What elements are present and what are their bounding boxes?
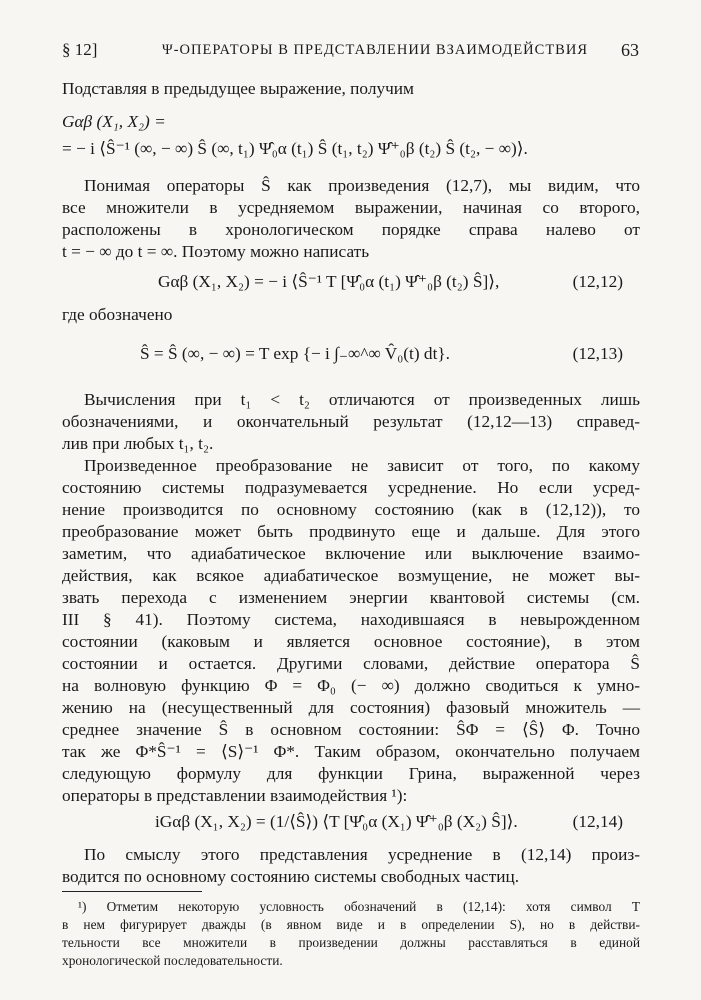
- text-line: где обозначено: [62, 305, 173, 324]
- text-line: операторы в представлении взаимодействия ¹):: [62, 786, 408, 805]
- footnote-line: в нем фигурирует дважды (в явном виде и в определении S), но в действи-: [62, 917, 640, 932]
- header-title: Ψ-ОПЕРАТОРЫ В ПРЕДСТАВЛЕНИИ ВЗАИМОДЕЙСТВИЯ: [162, 42, 588, 58]
- equation-number: (12,14): [572, 812, 623, 831]
- footnote-line: ¹) Отметим некоторую условность обозначений в (12,14): хотя символ T: [78, 899, 640, 914]
- equation-body: Gαβ (X₁, X₂) = − i ⟨Ŝ⁻¹ T [Ψ̂₀α (t₁) Ψ̂⁺₀β (t₂) Ŝ]⟩,: [158, 272, 500, 291]
- text-line: преобразование может быть продвинуто еще и дальше. Для этого: [62, 522, 640, 541]
- text-line: Произведенное преобразование не зависит от того, по какому: [84, 456, 640, 475]
- text-line: нение производится по основному состоянию (как в (12,12)), то: [62, 500, 640, 519]
- footnote-line: хронологической последовательности.: [62, 953, 283, 968]
- text-line: все множители в усредняемом выражении, начиная со второго,: [62, 198, 640, 217]
- text-line: на волновую функцию Φ = Φ₀ (− ∞) должно сводиться к умно-: [62, 676, 640, 695]
- equation-12-14: [0, 808, 701, 838]
- equation-lhs: Gαβ (X₁, X₂) =: [62, 112, 166, 131]
- equation-12-12: [0, 268, 701, 298]
- text-line: звать перехода с изменением энергии квантовой системы (см.: [62, 588, 640, 607]
- text-line: заметим, что адиабатическое включение или выключение взаимо-: [62, 544, 640, 563]
- footnote-line: тельности все множители в произведении должны расставляться в единой: [62, 935, 640, 950]
- text-line: состоянии и остается. Другими словами, действие оператора Ŝ: [62, 654, 640, 673]
- header-section: § 12]: [62, 40, 98, 59]
- footnote-rule: [62, 891, 202, 892]
- equation-number: (12,13): [572, 344, 623, 363]
- equation-rhs: = − i ⟨Ŝ⁻¹ (∞, − ∞) Ŝ (∞, t₁) Ψ̂₀α (t₁) Ŝ (t₁, t₂) Ψ̂⁺₀β (t₂) Ŝ (t₂, − ∞)⟩.: [62, 139, 528, 158]
- text-line: состоянию системы подразумевается усреднение. Но если усред-: [62, 478, 640, 497]
- text-line: действия, как всякое адиабатическое возмущение, не может вы-: [62, 566, 640, 585]
- text-line: Подставляя в предыдущее выражение, получим: [62, 79, 414, 98]
- text-line: так же Φ*Ŝ⁻¹ = ⟨S⟩⁻¹ Φ*. Таким образом, окончательно получаем: [62, 742, 640, 761]
- text-line: лив при любых t₁, t₂.: [62, 434, 214, 453]
- page-number: 63: [621, 40, 639, 60]
- text-line: Понимая операторы Ŝ как произведения (12,7), мы видим, что: [84, 176, 640, 195]
- text-line: По смыслу этого представления усреднение в (12,14) произ-: [84, 845, 640, 864]
- running-header: [62, 40, 639, 66]
- text-line: расположены в хронологическом порядке справа налево от: [62, 220, 640, 239]
- text-line: среднее значение Ŝ в основном состоянии: ŜΦ = ⟨Ŝ⟩ Φ. Точно: [62, 720, 640, 739]
- text-line: обозначениями, и окончательный результат (12,12—13) справед-: [62, 412, 640, 431]
- text-line: III § 41). Поэтому система, находившаяся в невырожденном: [62, 610, 640, 629]
- text-line: состоянии (каковым и является основное состояние), в этом: [62, 632, 640, 651]
- text-line: t = − ∞ до t = ∞. Поэтому можно написать: [62, 242, 370, 261]
- equation-12-13: [0, 340, 701, 370]
- equation-body: iGαβ (X₁, X₂) = (1/⟨Ŝ⟩) ⟨T [Ψ̂₀α (X₁) Ψ̂⁺₀β (X₂) Ŝ]⟩.: [155, 812, 518, 831]
- text-line: следующую формулу для функции Грина, выраженной через: [62, 764, 640, 783]
- equation-body: Ŝ = Ŝ (∞, − ∞) = T exp {− i ∫₋∞^∞ V̂₀(t) dt}.: [140, 344, 450, 363]
- text-line: жению на (несущественный для состояния) фазовый множитель —: [62, 698, 640, 717]
- equation-number: (12,12): [572, 272, 623, 291]
- text-line: Вычисления при t₁ < t₂ отличаются от произведенных лишь: [84, 390, 640, 409]
- text-line: водится по основному состоянию системы свободных частиц.: [62, 867, 520, 886]
